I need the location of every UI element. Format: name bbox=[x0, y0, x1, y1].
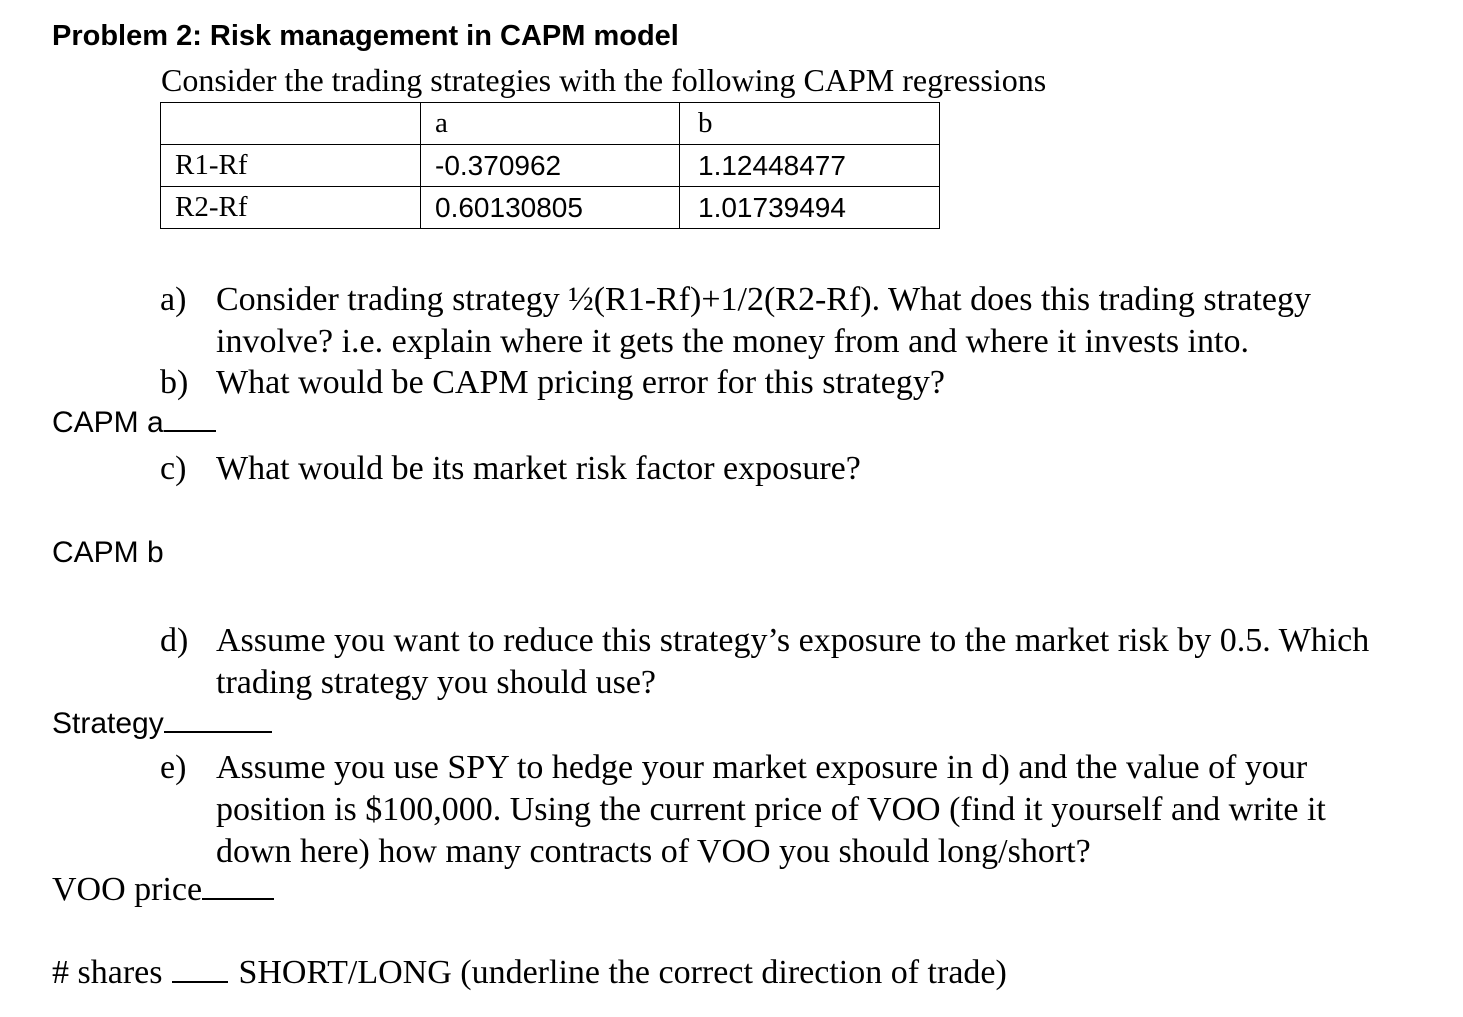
shares-label: # shares bbox=[52, 954, 163, 991]
table-header-cell bbox=[161, 103, 421, 145]
table-row bbox=[161, 145, 940, 187]
table-row-label: R1-Rf bbox=[161, 145, 421, 187]
table-cell-a: -0.370962 bbox=[421, 145, 680, 187]
question-letter: d) bbox=[160, 622, 189, 659]
question-letter: a) bbox=[160, 281, 187, 318]
question-e-line3: down here) how many contracts of VOO you should long/short? bbox=[216, 833, 1091, 870]
question-letter: c) bbox=[160, 450, 187, 487]
capm-a-answer bbox=[52, 406, 216, 440]
question-a-line2: involve? i.e. explain where it gets the money from and where it invests into. bbox=[216, 323, 1249, 360]
capm-regression-table bbox=[160, 102, 940, 229]
voo-price-answer bbox=[52, 871, 274, 909]
strategy-blank[interactable] bbox=[164, 731, 272, 733]
question-letter: b) bbox=[160, 364, 189, 401]
direction-text: SHORT/LONG (underline the correct direction of trade) bbox=[238, 954, 1007, 991]
capm-b-answer bbox=[52, 536, 164, 570]
problem-title: Problem 2: Risk management in CAPM model bbox=[52, 20, 679, 52]
capm-a-blank[interactable] bbox=[164, 430, 216, 432]
question-a-line1: Consider trading strategy ½(R1-Rf)+1/2(R2-Rf). What does this trading strategy bbox=[216, 281, 1312, 318]
voo-price-blank[interactable] bbox=[202, 898, 274, 900]
table-header-cell: a bbox=[421, 103, 680, 145]
question-b-line1: What would be CAPM pricing error for this strategy? bbox=[216, 364, 945, 401]
voo-price-label: VOO price bbox=[52, 871, 203, 908]
question-letter: e) bbox=[160, 749, 187, 786]
capm-a-label: CAPM a bbox=[52, 406, 164, 439]
question-d-line1: Assume you want to reduce this strategy’s exposure to the market risk by 0.5. Which bbox=[216, 622, 1370, 659]
capm-b-label: CAPM b bbox=[52, 536, 164, 569]
table-header-cell: b bbox=[680, 103, 940, 145]
table-cell-b: 1.12448477 bbox=[680, 145, 940, 187]
intro-text: Consider the trading strategies with the following CAPM regressions bbox=[161, 62, 1047, 98]
table-row bbox=[161, 187, 940, 229]
table-cell-a: 0.60130805 bbox=[421, 187, 680, 229]
shares-answer bbox=[52, 954, 1007, 992]
table-header-row bbox=[161, 103, 940, 145]
question-e-line2: position is $100,000. Using the current price of VOO (find it yourself and write it bbox=[216, 791, 1326, 828]
shares-blank[interactable] bbox=[172, 981, 228, 983]
strategy-label: Strategy bbox=[52, 707, 164, 740]
table-row-label: R2-Rf bbox=[161, 187, 421, 229]
question-c-line1: What would be its market risk factor exposure? bbox=[216, 450, 861, 487]
question-e-line1: Assume you use SPY to hedge your market exposure in d) and the value of your bbox=[216, 749, 1308, 786]
question-d-line2: trading strategy you should use? bbox=[216, 664, 657, 701]
table-cell-b: 1.01739494 bbox=[680, 187, 940, 229]
strategy-answer bbox=[52, 707, 272, 741]
